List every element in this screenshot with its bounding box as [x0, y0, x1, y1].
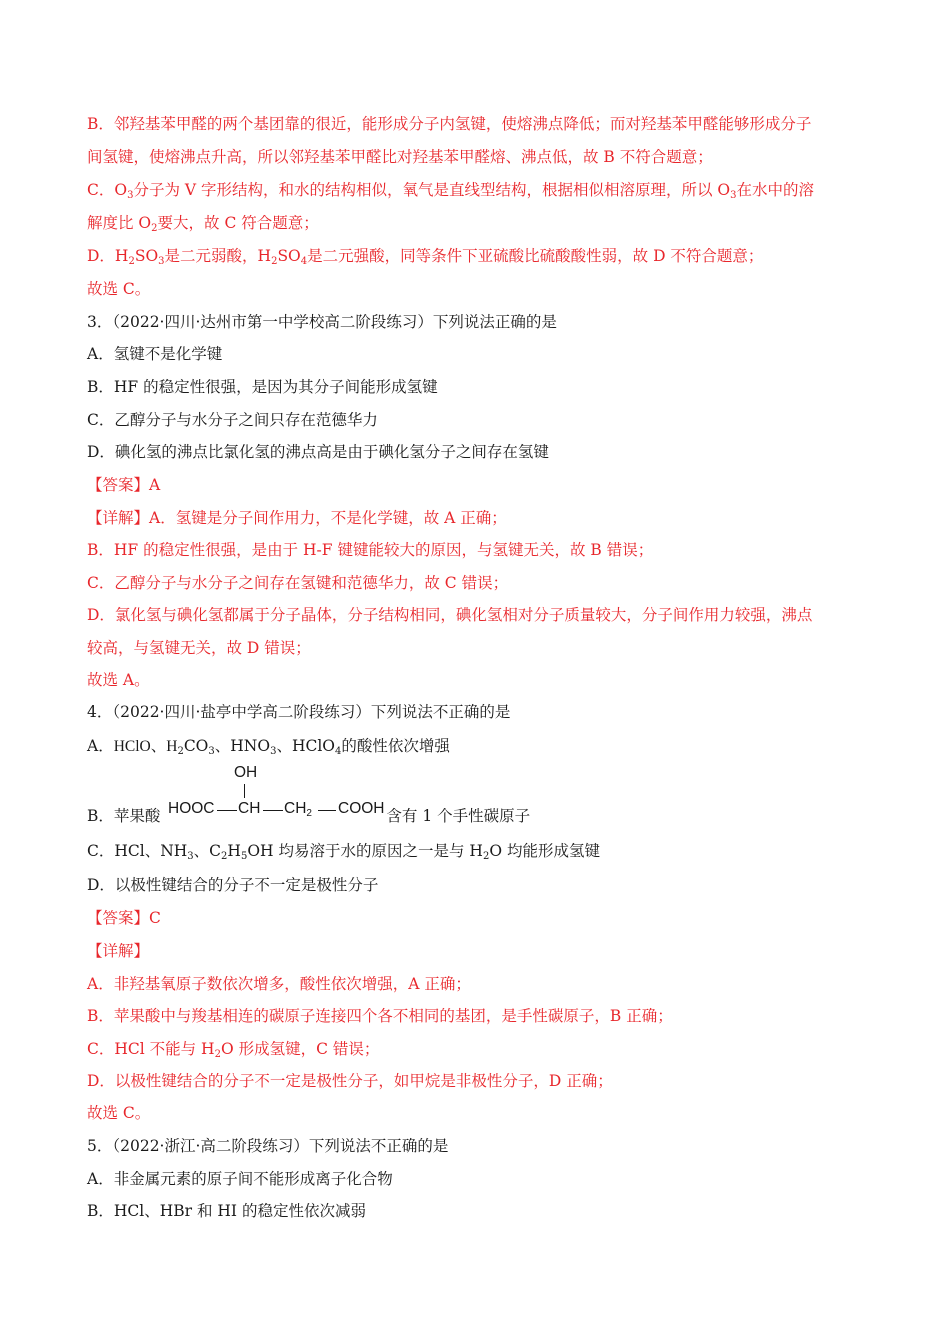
- structure-cooh: COOH: [338, 800, 385, 817]
- q4-choice: 故选 C。: [87, 1104, 151, 1122]
- structure-bond-1: [217, 810, 237, 811]
- q3-detail-d-line1: D．氯化氢与碘化氢都属于分子晶体，分子结构相同，碘化氢相对分子质量较大，分子间作用力较强，沸点: [87, 606, 813, 624]
- q4-detail-a: A．非羟基氧原子数依次增多，酸性依次增强，A 正确；: [87, 975, 471, 993]
- q2-explanation-d: D．$H_2SO_3$是二元弱酸，$H_2SO_4$是二元强酸，同等条件下亚硫酸比硫酸酸性弱，故 D 不符合题意；: [87, 247, 764, 267]
- q4-detail-b: B．苹果酸中与羧基相连的碳原子连接四个各不相同的基团，是手性碳原子，B 正确；: [87, 1007, 673, 1025]
- q3-stem: 3．（2022·四川·达州市第一中学校高二阶段练习）下列说法正确的是: [87, 313, 557, 331]
- q4-stem: 4．（2022·四川·盐亭中学高二阶段练习）下列说法不正确的是: [87, 703, 511, 721]
- structure-oh: OH: [234, 764, 258, 781]
- structure-ch: CH: [238, 800, 261, 817]
- structure-vertical-bond: [244, 784, 245, 798]
- q3-choice: 故选 A。: [87, 671, 150, 689]
- q5-option-b: B．HCl、HBr 和 HI 的稳定性依次减弱: [87, 1202, 366, 1220]
- q3-answer: 【答案】A: [87, 476, 161, 494]
- q4-option-a: A．HClO、$H_2CO_3$、$HNO_3$、HClO$_4$的酸性依次增强: [87, 737, 450, 757]
- q3-option-a: A．氢键不是化学键: [87, 345, 223, 363]
- malic-acid-structure: [168, 764, 388, 824]
- q5-stem: 5．（2022·浙江·高二阶段练习）下列说法不正确的是: [87, 1137, 449, 1155]
- q2-choice: 故选 C。: [87, 280, 151, 298]
- q3-option-d: D．碘化氢的沸点比氯化氢的沸点高是由于碘化氢分子之间存在氢键: [87, 443, 549, 461]
- q4-detail-c: C．HCl 不能与 $H_2O$ 形成氢键，C 错误；: [87, 1040, 380, 1060]
- q3-detail-b: B．HF 的稳定性很强，是由于 H-F 键键能较大的原因，与氢键无关，故 B 错误；: [87, 541, 654, 559]
- structure-hooc: HOOC: [168, 800, 215, 817]
- q3-detail-c: C．乙醇分子与水分子之间存在氢键和范德华力，故 C 错误；: [87, 574, 509, 592]
- q4-option-c: C．HCl、$NH_3$、$C_2H_5OH$ 均易溶于水的原因之一是与 $H_2O$ 均能形成氢键: [87, 842, 600, 862]
- q4-option-b: B．苹果酸 含有 1 个手性碳原子: [87, 807, 531, 825]
- q3-option-b: B．HF 的稳定性很强，是因为其分子间能形成氢键: [87, 378, 438, 396]
- q2-explanation-c-line2: 解度比 $O_2$要大，故 C 符合题意；: [87, 214, 319, 234]
- q5-option-a: A．非金属元素的原子间不能形成离子化合物: [87, 1170, 393, 1188]
- q2-explanation-c-line1: C．$O_3$分子为 V 字形结构，和水的结构相似，氧气是直线型结构，根据相似相溶原理，所以 $O_3$在水中的溶: [87, 181, 815, 201]
- structure-bond-3: [318, 810, 336, 811]
- q3-detail-d-line2: 较高，与氢键无关，故 D 错误；: [87, 639, 311, 657]
- q3-detail-a: 【详解】A．氢键是分子间作用力，不是化学键，故 A 正确；: [87, 509, 507, 527]
- q2-explanation-b-line2: 间氢键，使熔沸点升高，所以邻羟基苯甲醛比对羟基苯甲醛熔、沸点低，故 B 不符合题意；: [87, 148, 713, 166]
- q4-detail-d: D．以极性键结合的分子不一定是极性分子，如甲烷是非极性分子，D 正确；: [87, 1072, 613, 1090]
- structure-bond-2: [263, 810, 283, 811]
- q2-explanation-b-line1: B．邻羟基苯甲醛的两个基团靠的很近，能形成分子内氢键，使熔沸点降低；而对羟基苯甲醛能够形成分子: [87, 115, 812, 133]
- q4-answer: 【答案】C: [87, 909, 161, 927]
- structure-ch2: $CH_2$: [284, 800, 312, 819]
- q4-option-d: D．以极性键结合的分子不一定是极性分子: [87, 876, 379, 894]
- q4-detail-heading: 【详解】: [87, 942, 150, 960]
- q3-option-c: C．乙醇分子与水分子之间只存在范德华力: [87, 411, 378, 429]
